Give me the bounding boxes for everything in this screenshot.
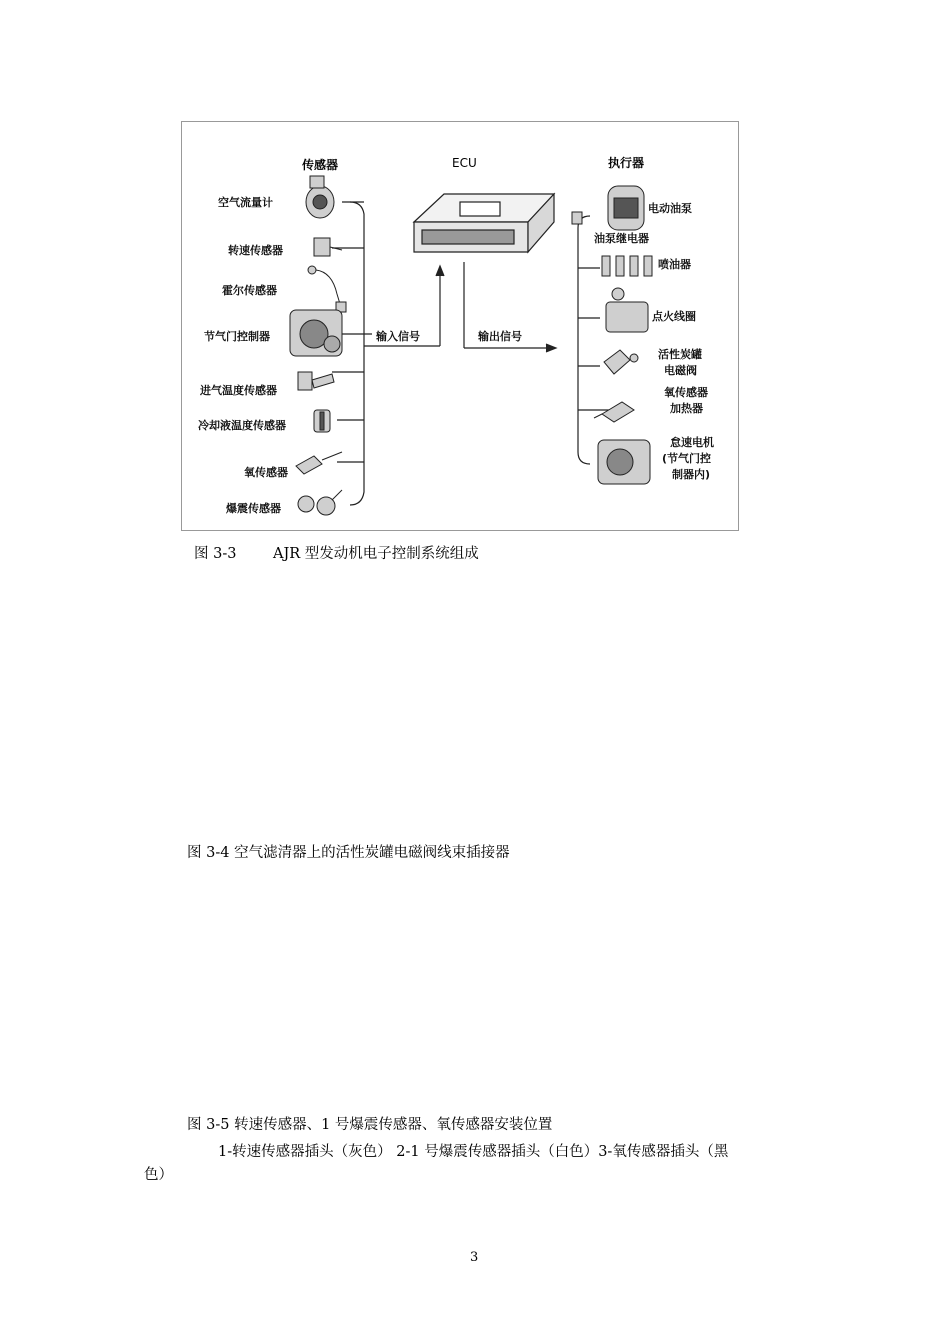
output-signal-label: 输出信号 xyxy=(478,330,522,343)
actuator-idle-l1: 怠速电机 xyxy=(670,436,714,449)
actuator-bracket xyxy=(578,216,590,464)
sensors-header: 传感器 xyxy=(302,158,339,172)
ecu-unit xyxy=(414,194,554,252)
knock-sensor-icon xyxy=(298,490,342,515)
hall-sensor-icon xyxy=(308,266,346,312)
actuator-idle-l2: (节气门控 xyxy=(662,452,712,465)
actuator-canister-l2: 电磁阀 xyxy=(664,364,697,377)
actuator-canister-l1: 活性炭罐 xyxy=(658,348,702,361)
actuator-pump-relay: 油泵继电器 xyxy=(594,232,649,245)
sensor-label-2: 霍尔传感器 xyxy=(222,284,277,297)
actuator-idle-l3: 制器内) xyxy=(672,468,711,481)
sensor-label-1: 转速传感器 xyxy=(228,244,283,257)
coolant-temp-sensor-icon xyxy=(314,410,330,432)
fuel-pump-icon xyxy=(608,186,644,230)
sensor-label-5: 冷却液温度传感器 xyxy=(198,419,286,432)
sensor-label-7: 爆震传感器 xyxy=(226,502,281,515)
oxygen-sensor-icon xyxy=(296,452,342,474)
actuator-ignition-coil: 点火线圈 xyxy=(652,310,696,323)
fig34-caption: 图 3-4 空气滤清器上的活性炭罐电磁阀线束插接器 xyxy=(187,845,510,861)
intake-temp-sensor-icon xyxy=(298,372,334,390)
injectors-icon xyxy=(602,256,652,276)
actuator-o2-heater-l2: 加热器 xyxy=(670,402,703,415)
fig35-caption: 图 3-5 转速传感器、1 号爆震传感器、氧传感器安装位置 xyxy=(187,1117,553,1133)
actuators-header: 执行器 xyxy=(608,156,645,170)
input-signal-label: 输入信号 xyxy=(376,330,420,343)
canister-valve-icon xyxy=(604,350,638,374)
o2-heater-icon xyxy=(594,402,634,422)
idle-motor-icon xyxy=(598,440,650,484)
page-number: 3 xyxy=(470,1250,479,1265)
sensor-label-0: 空气流量计 xyxy=(218,196,273,209)
air-flow-meter-icon xyxy=(306,176,334,218)
fig35-legend-line2: 色） xyxy=(144,1167,173,1183)
actuator-injector: 喷油器 xyxy=(658,258,691,271)
fig35-legend-line1: 1-转速传感器插头（灰色） 2-1 号爆震传感器插头（白色）3-氧传感器插头（黑 xyxy=(218,1144,729,1160)
ecu-system-figure xyxy=(181,121,739,531)
sensor-label-3: 节气门控制器 xyxy=(204,330,270,343)
actuator-fuel-pump: 电动油泵 xyxy=(648,202,692,215)
ecu-header: ECU xyxy=(452,156,477,170)
ignition-coil-icon xyxy=(606,288,648,332)
fig33-title: AJR 型发动机电子控制系统组成 xyxy=(273,546,479,562)
pump-relay-icon xyxy=(572,212,582,224)
speed-sensor-icon xyxy=(314,238,342,256)
sensor-label-6: 氧传感器 xyxy=(244,466,288,479)
actuator-o2-heater-l1: 氧传感器 xyxy=(664,386,708,399)
sensor-label-4: 进气温度传感器 xyxy=(200,384,277,397)
fig33-number: 图 3-3 xyxy=(194,546,237,562)
throttle-controller-icon xyxy=(290,310,342,356)
